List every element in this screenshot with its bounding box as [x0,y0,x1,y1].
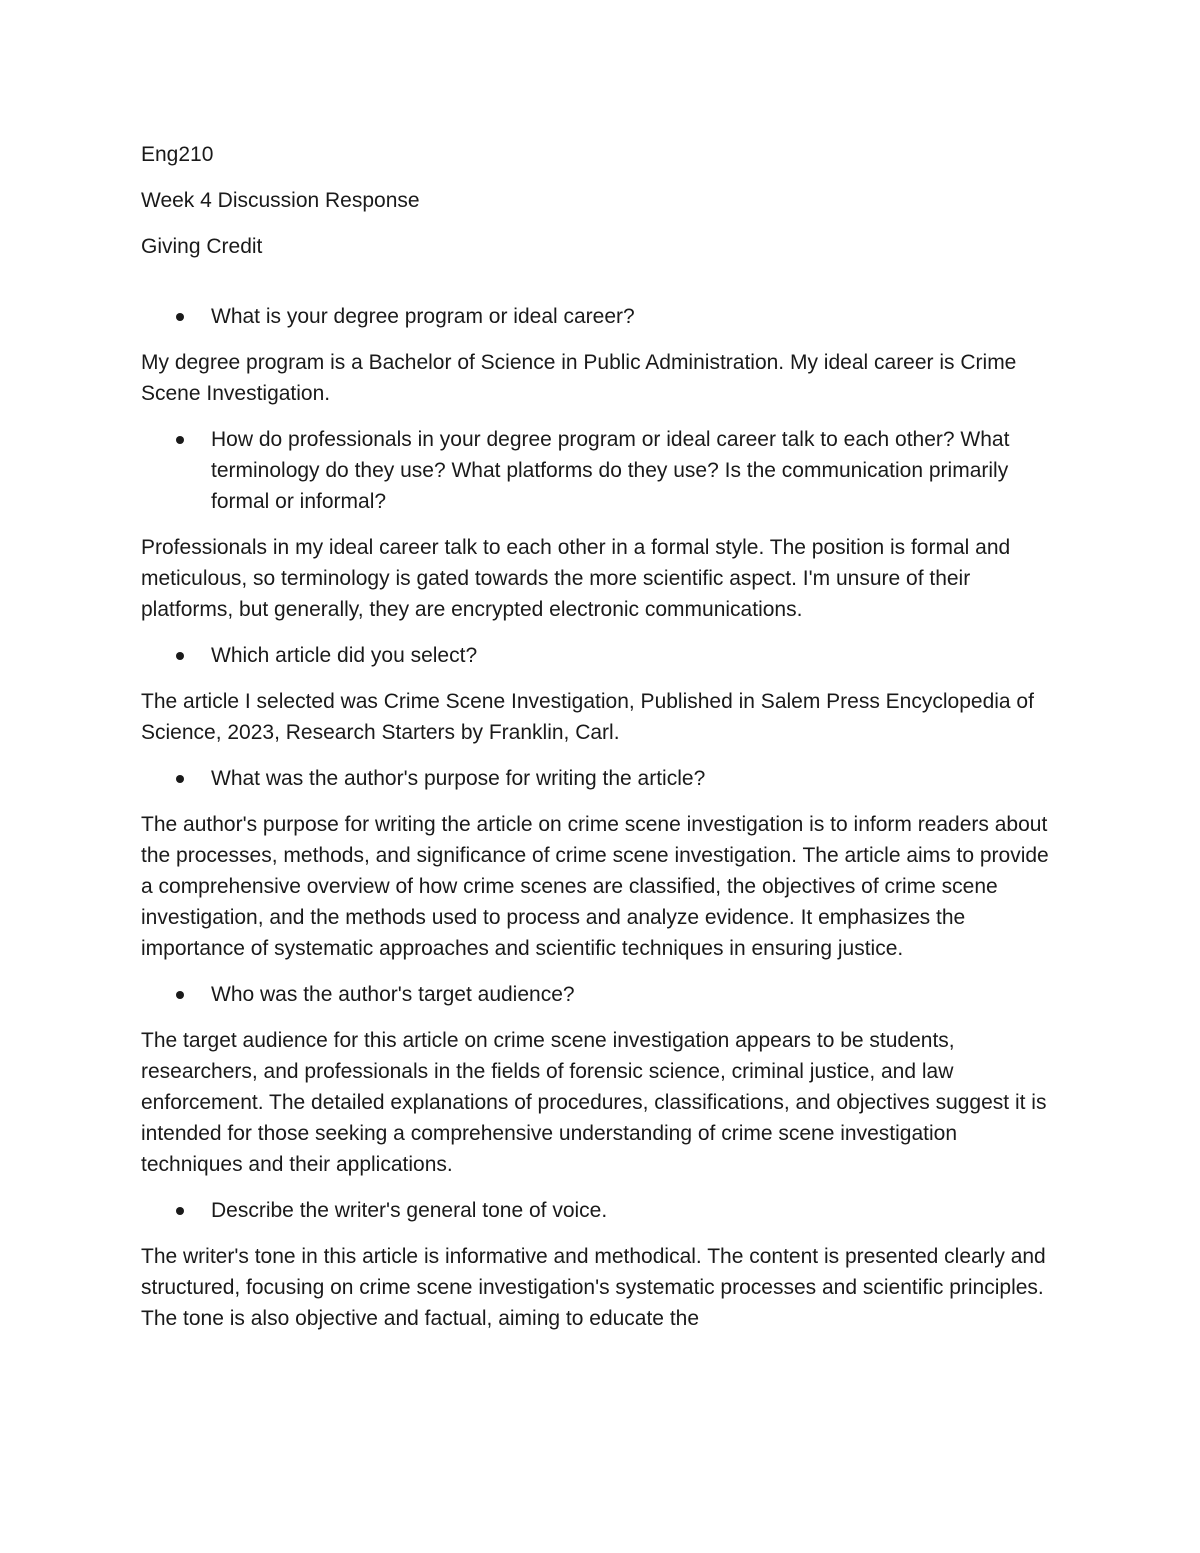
document-page [141,139,1061,1349]
answer-paragraph: The writer's tone in this article is informative and methodical. The content is presented clearly and structured, focusing on crime scene investigation's systematic processes and scientific principles. The tone is also objective and factual, aiming to educate the [141,1245,1046,1330]
question-text: Which article did you select? [211,644,478,667]
question-item [141,301,1061,332]
answer-paragraph: Professionals in my ideal career talk to each other in a formal style. The position is formal and meticulous, so terminology is gated towards the more scientific aspect. I'm unsure of their platforms, but generally, they are encrypted electronic communications. [141,536,1011,621]
question-item [141,1195,1061,1226]
question-text: What was the author's purpose for writing the article? [211,767,706,790]
bullet-icon [176,775,184,783]
bullet-icon [176,313,184,321]
bullet-icon [176,436,184,444]
question-item [141,979,1061,1010]
assignment-title: Week 4 Discussion Response [141,189,420,212]
bullet-icon [176,991,184,999]
question-text: Who was the author's target audience? [211,983,575,1006]
course-code: Eng210 [141,143,214,166]
spacer [141,277,1061,301]
question-text: What is your degree program or ideal career? [211,305,635,328]
question-text: Describe the writer's general tone of voice. [211,1199,608,1222]
answer-paragraph: The target audience for this article on crime scene investigation appears to be students, researchers, and professionals in the fields of forensic science, criminal justice, and law enforcement. The detailed explanations of procedures, classifications, and objectives suggest it is intended for those seeking a comprehensive understanding of crime scene investigation techniques and their applications. [141,1029,1047,1176]
question-item [141,763,1061,794]
answer-paragraph: The author's purpose for writing the article on crime scene investigation is to inform readers about the processes, methods, and significance of crime scene investigation. The article aims to provide a comprehensive overview of how crime scenes are classified, the objectives of crime scene investigation, and the methods used to process and analyze evidence. It emphasizes the importance of systematic approaches and scientific techniques in ensuring justice. [141,813,1049,960]
bullet-icon [176,652,184,660]
question-item [141,424,1061,517]
assignment-topic: Giving Credit [141,235,263,258]
bullet-icon [176,1207,184,1215]
answer-paragraph: The article I selected was Crime Scene Investigation, Published in Salem Press Encyclopedia of Science, 2023, Research Starters by Franklin, Carl. [141,690,1034,744]
question-item [141,640,1061,671]
answer-paragraph: My degree program is a Bachelor of Science in Public Administration. My ideal career is Crime Scene Investigation. [141,351,1017,405]
question-text: How do professionals in your degree program or ideal career talk to each other? What terminology do they use? What platforms do they use? Is the communication primarily formal or informal? [211,428,1010,513]
